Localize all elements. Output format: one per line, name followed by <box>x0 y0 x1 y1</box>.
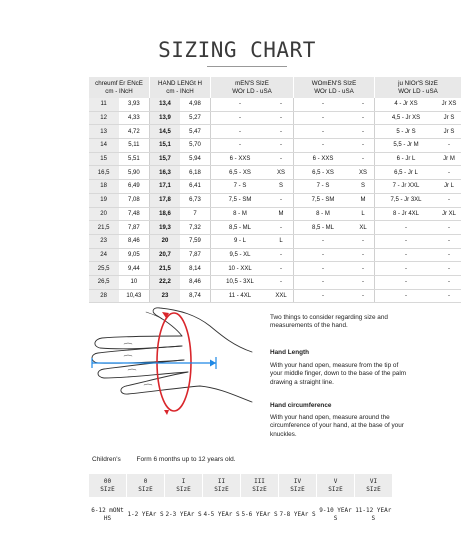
child-size-unit: SIzE <box>366 486 381 493</box>
table-cell: 6,5 - XS <box>294 166 353 180</box>
table-row <box>89 152 462 166</box>
table-cell: 8,46 <box>119 234 150 248</box>
table-cell: - <box>269 193 294 207</box>
child-size-cell <box>355 474 393 497</box>
table-cell: - <box>269 248 294 262</box>
table-cell: XS <box>352 166 375 180</box>
guide-intro: Two things to consider regarding size and measurements of the hand. <box>270 314 388 330</box>
table-cell: 20 <box>150 234 181 248</box>
table-cell: - <box>211 125 270 139</box>
table-cell: L <box>269 234 294 248</box>
table-cell: - <box>211 111 270 125</box>
table-cell: 5,5 - Jr M <box>375 139 438 153</box>
child-size-age: 6-12 mONt HS <box>91 507 124 522</box>
table-cell: 18,6 <box>150 207 181 221</box>
child-size-number: 0 <box>143 478 148 485</box>
table-cell: 13 <box>89 125 119 139</box>
table-cell: - <box>269 111 294 125</box>
table-cell: 10 <box>119 275 150 289</box>
table-cell: 5 - Jr S <box>375 125 438 139</box>
table-cell: 21,5 <box>150 262 181 276</box>
child-size-cell <box>279 474 317 497</box>
table-cell: 6 - XXS <box>211 152 270 166</box>
table-cell: - <box>352 234 375 248</box>
child-size-unit: SIzE <box>100 486 115 493</box>
table-cell: 21,5 <box>89 221 119 235</box>
table-row <box>89 275 462 289</box>
table-cell: 7 - S <box>294 180 353 194</box>
table-cell: 7,87 <box>180 248 211 262</box>
table-cell: 8,5 - ML <box>294 221 353 235</box>
table-cell: 16,3 <box>150 166 181 180</box>
table-cell: 8 - M <box>211 207 270 221</box>
table-cell: - <box>352 111 375 125</box>
table-cell: 5,11 <box>119 139 150 153</box>
table-cell: - <box>375 221 438 235</box>
table-cell: - <box>294 262 353 276</box>
table-cell: 7,5 - Jr 3XL <box>375 193 438 207</box>
hand-circumference-text: With your hand open, measure around the circumference of your hand, at the base of your knuckles. <box>270 414 404 438</box>
child-size-number: V <box>333 478 338 485</box>
table-cell: 9,05 <box>119 248 150 262</box>
table-cell: 22,2 <box>150 275 181 289</box>
table-cell: 10 - XXL <box>211 262 270 276</box>
children-size-table <box>88 474 392 525</box>
table-row <box>89 166 462 180</box>
table-cell: 4,98 <box>180 98 211 111</box>
child-size-unit: SIzE <box>328 486 343 493</box>
table-cell: 7 - Jr XXL <box>375 180 438 194</box>
table-cell: 9,5 - XL <box>211 248 270 262</box>
hand-circumference-title: Hand circumference <box>270 402 332 409</box>
table-cell: 15,1 <box>150 139 181 153</box>
table-cell: 4,5 - Jr XS <box>375 111 438 125</box>
table-cell: - <box>294 125 353 139</box>
table-cell: 23 <box>89 234 119 248</box>
table-cell: 6,41 <box>180 180 211 194</box>
header-circumference: chreumf Er ENcE cm - INcH <box>89 77 150 98</box>
table-cell: 15,7 <box>150 152 181 166</box>
table-row <box>89 139 462 153</box>
table-cell: 17,1 <box>150 180 181 194</box>
table-cell: 23 <box>150 289 181 303</box>
table-cell: 26,5 <box>89 275 119 289</box>
table-row <box>89 234 462 248</box>
table-cell: 8 - Jr 4XL <box>375 207 438 221</box>
child-size-number: II <box>217 478 226 485</box>
table-cell: XS <box>269 166 294 180</box>
child-size-cell <box>165 474 203 497</box>
table-cell: 8,46 <box>180 275 211 289</box>
table-cell: - <box>352 125 375 139</box>
child-size-unit: SIzE <box>214 486 229 493</box>
child-size-cell <box>203 474 241 497</box>
table-cell: L <box>352 207 375 221</box>
table-row <box>89 289 462 303</box>
table-cell: 8,74 <box>180 289 211 303</box>
table-cell: 6,49 <box>119 180 150 194</box>
table-cell: M <box>269 207 294 221</box>
table-cell: - <box>375 289 438 303</box>
child-size-age: 9-10 YEAr S <box>319 507 352 522</box>
table-cell: 5,70 <box>180 139 211 153</box>
table-cell: 7,48 <box>119 207 150 221</box>
table-cell: Jr S <box>437 111 461 125</box>
child-size-age: 5-6 YEAr S <box>241 511 278 518</box>
table-cell: 10,43 <box>119 289 150 303</box>
table-cell: - <box>269 221 294 235</box>
header-womens-size: WOmEN'S SIzE WOr LD - uSA <box>294 77 375 98</box>
table-cell: 16,5 <box>89 166 119 180</box>
table-cell: 7 <box>180 207 211 221</box>
sizing-table <box>88 77 461 303</box>
table-cell: - <box>294 275 353 289</box>
table-row <box>89 125 462 139</box>
table-cell: 6,5 - XS <box>211 166 270 180</box>
table-cell: 11 - 4XL <box>211 289 270 303</box>
header-hand-length: HAND LENGt H cm - INcH <box>150 77 211 98</box>
table-cell: 9 - L <box>211 234 270 248</box>
table-row <box>89 193 462 207</box>
table-cell: 14,5 <box>150 125 181 139</box>
table-cell: 5,90 <box>119 166 150 180</box>
table-cell: 17,8 <box>150 193 181 207</box>
children-note: Form 6 months up to 12 years old. <box>136 456 236 463</box>
child-size-cell <box>127 474 165 497</box>
child-size-unit: SIzE <box>138 486 153 493</box>
table-cell: - <box>269 275 294 289</box>
table-cell: 19,3 <box>150 221 181 235</box>
table-cell: XL <box>352 221 375 235</box>
child-size-cell <box>89 474 127 497</box>
table-cell: - <box>294 98 353 111</box>
table-cell: 8 - M <box>294 207 353 221</box>
table-cell: 5,27 <box>180 111 211 125</box>
table-cell: - <box>269 98 294 111</box>
child-size-age: 7-8 YEAr S <box>279 511 316 518</box>
table-cell: 6,18 <box>180 166 211 180</box>
table-cell: 18 <box>89 180 119 194</box>
table-cell: 7 - S <box>211 180 270 194</box>
table-cell: - <box>437 166 461 180</box>
table-cell: - <box>352 152 375 166</box>
table-cell: M <box>352 193 375 207</box>
table-cell: - <box>375 262 438 276</box>
table-cell: Jr S <box>437 125 461 139</box>
child-size-number: 00 <box>103 478 112 485</box>
table-cell: - <box>437 275 461 289</box>
table-cell: 12 <box>89 111 119 125</box>
child-size-number: VI <box>369 478 378 485</box>
table-cell: 4 - Jr XS <box>375 98 438 111</box>
table-cell: - <box>294 111 353 125</box>
table-cell: 9,44 <box>119 262 150 276</box>
table-cell: 6,5 - Jr L <box>375 166 438 180</box>
table-cell: - <box>375 234 438 248</box>
table-cell: 5,94 <box>180 152 211 166</box>
table-cell: 5,47 <box>180 125 211 139</box>
page-title: SIZING CHART <box>158 38 316 62</box>
table-cell: - <box>375 275 438 289</box>
child-size-unit: SIzE <box>176 486 191 493</box>
table-cell: - <box>352 275 375 289</box>
table-cell: - <box>211 98 270 111</box>
table-cell: 4,72 <box>119 125 150 139</box>
table-cell: - <box>375 248 438 262</box>
table-cell: S <box>269 180 294 194</box>
table-row <box>89 111 462 125</box>
table-row <box>89 98 462 111</box>
table-cell: - <box>352 98 375 111</box>
child-size-age: 2-3 YEAr S <box>165 511 202 518</box>
table-cell: - <box>211 139 270 153</box>
table-cell: 24 <box>89 248 119 262</box>
child-size-unit: SIzE <box>252 486 267 493</box>
table-cell: 4,33 <box>119 111 150 125</box>
table-cell: 8,5 - ML <box>211 221 270 235</box>
header-juniors-size: ju NIOr'S SIzE WOr LD - uSA <box>375 77 462 98</box>
table-cell: - <box>269 262 294 276</box>
table-cell: - <box>437 234 461 248</box>
table-cell: 14 <box>89 139 119 153</box>
table-cell: 25,5 <box>89 262 119 276</box>
table-cell: 7,59 <box>180 234 211 248</box>
table-cell: 13,9 <box>150 111 181 125</box>
table-cell: - <box>269 139 294 153</box>
child-size-number: IV <box>293 478 302 485</box>
table-cell: - <box>437 139 461 153</box>
table-cell: 20 <box>89 207 119 221</box>
child-size-age: 1-2 YEAr S <box>127 511 164 518</box>
table-cell: 6 - Jr L <box>375 152 438 166</box>
hand-length-text: With your hand open, measure from the tip of your middle finger, down to the base of the palm drawing a straight line. <box>270 362 407 386</box>
table-row <box>89 262 462 276</box>
table-cell: Jr XS <box>437 98 461 111</box>
table-cell: 10,5 - 3XL <box>211 275 270 289</box>
table-cell: - <box>437 289 461 303</box>
table-cell: - <box>437 221 461 235</box>
header-mens-size: mEN'S SIzE WOr LD - uSA <box>211 77 294 98</box>
table-cell: 6,73 <box>180 193 211 207</box>
table-cell: 7,5 - SM <box>211 193 270 207</box>
child-size-number: III <box>254 478 265 485</box>
table-cell: S <box>352 180 375 194</box>
table-row <box>89 180 462 194</box>
table-row <box>89 221 462 235</box>
table-cell: 8,14 <box>180 262 211 276</box>
table-cell: - <box>269 125 294 139</box>
table-cell: 7,87 <box>119 221 150 235</box>
table-cell: - <box>294 289 353 303</box>
table-row <box>89 248 462 262</box>
child-size-unit: SIzE <box>290 486 305 493</box>
table-cell: 13,4 <box>150 98 181 111</box>
table-cell: - <box>294 248 353 262</box>
child-size-age: 11-12 YEAr S <box>355 507 392 522</box>
table-cell: 7,08 <box>119 193 150 207</box>
table-cell: 7,5 - SM <box>294 193 353 207</box>
table-cell: 19 <box>89 193 119 207</box>
table-cell: 11 <box>89 98 119 111</box>
table-cell: Jr M <box>437 152 461 166</box>
hand-length-title: Hand Length <box>270 349 310 356</box>
table-cell: - <box>294 234 353 248</box>
table-cell: - <box>352 289 375 303</box>
table-cell: 5,51 <box>119 152 150 166</box>
table-cell: XXL <box>269 289 294 303</box>
table-cell: Jr XL <box>437 207 461 221</box>
child-size-cell <box>317 474 355 497</box>
title-underline <box>207 66 287 67</box>
table-row <box>89 207 462 221</box>
table-cell: 6 - XXS <box>294 152 353 166</box>
table-cell: - <box>437 262 461 276</box>
table-cell: - <box>269 152 294 166</box>
children-label: Children's <box>92 456 121 463</box>
table-cell: 28 <box>89 289 119 303</box>
table-cell: 15 <box>89 152 119 166</box>
hand-illustration <box>84 306 254 416</box>
children-heading <box>92 456 236 463</box>
table-cell: - <box>352 262 375 276</box>
table-cell: Jr L <box>437 180 461 194</box>
table-header-row <box>89 77 462 98</box>
table-cell: - <box>437 193 461 207</box>
child-size-age: 4-5 YEAr S <box>203 511 240 518</box>
table-cell: 7,32 <box>180 221 211 235</box>
child-size-number: I <box>181 478 186 485</box>
table-cell: - <box>352 248 375 262</box>
table-cell: 3,93 <box>119 98 150 111</box>
table-cell: 20,7 <box>150 248 181 262</box>
table-cell: - <box>437 248 461 262</box>
table-cell: - <box>294 139 353 153</box>
child-size-cell <box>241 474 279 497</box>
table-cell: - <box>352 139 375 153</box>
